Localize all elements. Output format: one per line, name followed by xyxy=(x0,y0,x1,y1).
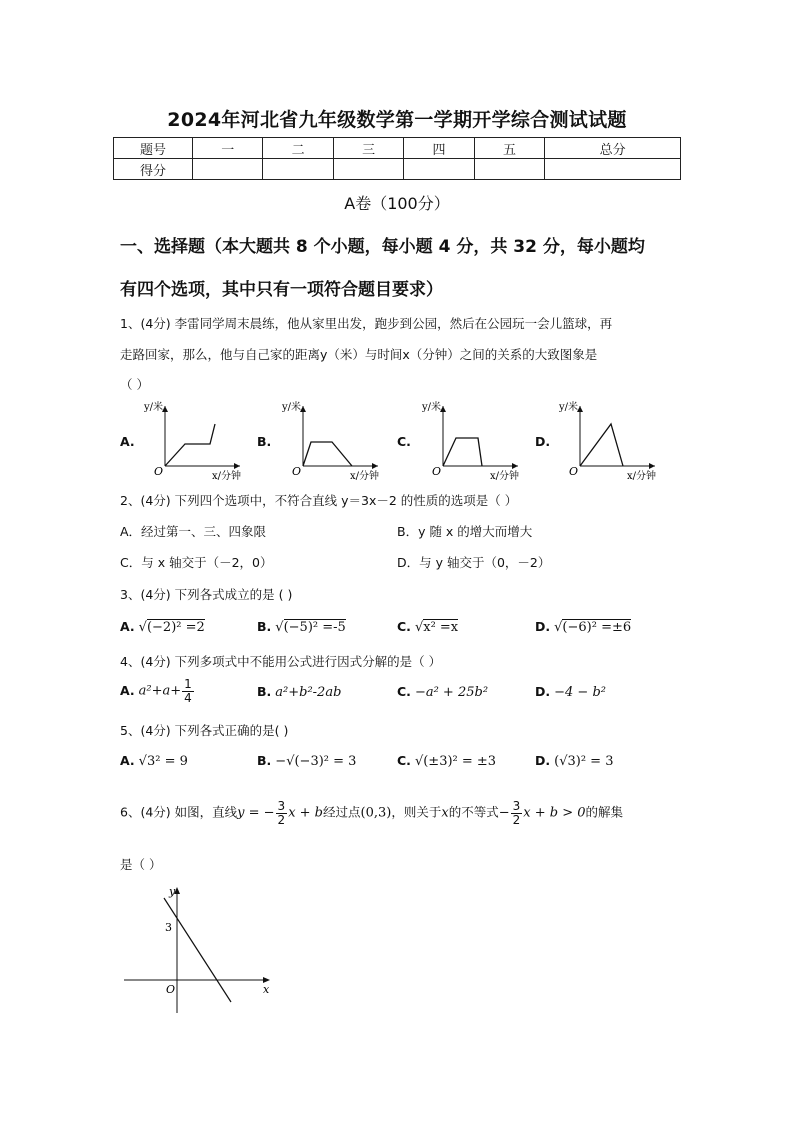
y-axis-label: y/米 xyxy=(282,402,302,413)
fraction-numerator: 1 xyxy=(184,677,192,691)
x-axis-arrow xyxy=(512,463,518,469)
x-axis-arrow xyxy=(649,463,655,469)
q6-stem-c: ，则关于 xyxy=(391,804,442,820)
q6-var: x xyxy=(441,805,449,821)
q4-option-b-expr: a²+b²-2ab xyxy=(275,685,342,700)
fraction xyxy=(182,678,194,704)
q1-option-a-label: A. xyxy=(120,434,135,449)
fraction-numerator: 3 xyxy=(512,799,521,813)
score-header-cell: 总分 xyxy=(545,138,681,159)
option-label: B. xyxy=(257,619,272,634)
q4-option-c xyxy=(397,684,488,700)
option-label: B. xyxy=(257,753,272,768)
y-axis-label: y/米 xyxy=(144,402,164,413)
score-header-cell: 四 xyxy=(404,138,474,159)
fraction xyxy=(511,800,523,826)
q3-option-c xyxy=(397,619,458,635)
y-axis-label: y/米 xyxy=(559,402,579,413)
option-label: C. xyxy=(397,753,411,768)
q2-option-b: B．y 随 x 的增大而增大 xyxy=(397,524,533,539)
q6-point: (0,3) xyxy=(360,805,392,821)
sqrt-sign-icon: √ xyxy=(138,620,147,635)
q6-equation-pre: y = − xyxy=(237,805,275,821)
fraction-denominator: 2 xyxy=(512,812,521,827)
q6-stem-line2: 是（ ） xyxy=(120,857,162,872)
fraction-denominator: 4 xyxy=(184,690,192,705)
option-label: D. xyxy=(535,753,551,768)
score-header-cell: 题号 xyxy=(114,138,193,159)
x-axis-label: x/分钟 xyxy=(350,471,380,482)
q2-option-c: C．与 x 轴交于（－2，0） xyxy=(120,555,273,570)
q1-option-d-label: D. xyxy=(535,434,551,449)
minus-sign: − xyxy=(275,754,287,769)
q3-option-a-expr: (−2)² =2 xyxy=(146,620,205,635)
exam-title: 2024年河北省九年级数学第一学期开学综合测试试题 xyxy=(167,109,627,131)
q2-option-a: A．经过第一、三、四象限 xyxy=(120,524,267,539)
score-header-cell: 三 xyxy=(333,138,403,159)
score-cell xyxy=(545,159,681,180)
y-axis-label: y xyxy=(169,885,176,898)
origin-label: O xyxy=(569,465,579,478)
q6-inequality-pre: − xyxy=(498,805,510,821)
q1-option-b-label: B. xyxy=(257,434,272,449)
x-axis-arrow xyxy=(372,463,378,469)
sqrt-sign-icon: √ xyxy=(286,754,295,769)
origin-label: O xyxy=(154,465,164,478)
option-label: D. xyxy=(535,619,551,634)
q1-stem-line3: （ ） xyxy=(120,377,149,392)
q6-stem-d: 的不等式 xyxy=(448,804,499,820)
q5-option-c-expr: (±3)² = ±3 xyxy=(423,754,497,769)
q5-option-d xyxy=(535,753,613,769)
option-label: A. xyxy=(120,753,135,768)
q2-stem: 2、(4分) 下列四个选项中，不符合直线 y＝3x－2 的性质的选项是（ ） xyxy=(120,493,518,508)
q5-option-b xyxy=(257,753,356,769)
fraction-denominator: 2 xyxy=(277,812,286,827)
q5-option-c xyxy=(397,753,496,769)
q1-graph-b xyxy=(278,398,383,482)
x-axis-label: x xyxy=(263,983,270,996)
q6-stem-e: 的解集 xyxy=(585,804,624,820)
section-heading-line2: 有四个选项，其中只有一项符合题目要求） xyxy=(120,280,443,300)
x-axis-label: x/分钟 xyxy=(490,471,520,482)
y-intercept-label: 3 xyxy=(165,921,172,934)
graph-line xyxy=(443,438,482,466)
fraction xyxy=(276,800,288,826)
score-cell xyxy=(193,159,263,180)
score-cell xyxy=(474,159,544,180)
q1-graph-a xyxy=(140,398,245,482)
x-axis-label: x/分钟 xyxy=(212,471,242,482)
score-table xyxy=(113,137,681,180)
q3-option-c-expr: x² =x xyxy=(423,620,459,635)
x-axis-arrow xyxy=(234,463,240,469)
section-heading-line1: 一、选择题（本大题共 8 个小题，每小题 4 分，共 32 分，每小题均 xyxy=(120,237,645,257)
part-title: A卷（100分） xyxy=(344,194,450,213)
q6-stem xyxy=(120,800,623,826)
origin-label: O xyxy=(432,465,442,478)
q4-option-b xyxy=(257,684,341,700)
score-table-score-row xyxy=(114,159,681,180)
q3-option-d-expr: (−6)² =±6 xyxy=(562,620,632,635)
q3-option-b-expr: (−5)² =-5 xyxy=(283,620,346,635)
score-header-cell: 五 xyxy=(474,138,544,159)
q6-stem-a: 6、(4分) 如图，直线 xyxy=(120,804,238,820)
origin-label: O xyxy=(166,983,176,996)
q4-option-c-expr: −a² + 25b² xyxy=(414,685,489,700)
graph-line xyxy=(303,442,352,466)
q5-option-d-expr: (√3)² = 3 xyxy=(554,754,614,769)
option-label: D. xyxy=(535,684,551,699)
q3-option-b xyxy=(257,619,346,635)
score-cell xyxy=(333,159,403,180)
sqrt-sign-icon: √ xyxy=(554,620,563,635)
q1-option-c-label: C. xyxy=(397,434,411,449)
q5-option-b-expr: (−3)² = 3 xyxy=(294,754,357,769)
score-cell xyxy=(263,159,333,180)
q1-graph-c xyxy=(418,398,523,482)
origin-label: O xyxy=(292,465,302,478)
q2-option-d: D．与 y 轴交于（0，－2） xyxy=(397,555,551,570)
option-label: C. xyxy=(397,684,411,699)
sqrt-sign-icon: √ xyxy=(414,620,424,635)
score-cell xyxy=(404,159,474,180)
score-header-cell: 一 xyxy=(193,138,263,159)
sqrt-sign-icon: √ xyxy=(275,620,284,635)
q4-option-a-expr: a²+a+ xyxy=(138,683,182,699)
score-header-cell: 二 xyxy=(263,138,333,159)
q4-option-a xyxy=(120,678,195,704)
sqrt-sign-icon: √ xyxy=(138,754,147,769)
sqrt-sign-icon: √ xyxy=(414,754,424,769)
q4-stem: 4、(4分) 下列多项式中不能用公式进行因式分解的是（ ） xyxy=(120,654,442,669)
x-axis-label: x/分钟 xyxy=(627,471,657,482)
q6-stem-b: 经过点 xyxy=(323,804,361,820)
graph-line xyxy=(580,424,623,466)
option-label: C. xyxy=(397,619,411,634)
fraction-numerator: 3 xyxy=(277,799,286,813)
q1-stem-line1: 1、(4分) 李雷同学周末晨练，他从家里出发，跑步到公园，然后在公园玩一会儿篮球，再 xyxy=(120,316,613,331)
q3-stem: 3、(4分) 下列各式成立的是 ( ) xyxy=(120,587,293,602)
q1-graph-d xyxy=(555,398,660,482)
q4-option-d xyxy=(535,684,606,700)
q4-option-d-expr: −4 − b² xyxy=(554,685,606,700)
q1-stem-line2: 走路回家，那么，他与自己家的距离y（米）与时间x（分钟）之间的关系的大致图象是 xyxy=(120,347,598,362)
q6-equation-post: x + b xyxy=(288,805,323,821)
option-label: A. xyxy=(120,682,135,698)
score-table-header-row xyxy=(114,138,681,159)
option-label: B. xyxy=(257,684,272,699)
q6-inequality-post: x + b > 0 xyxy=(523,805,586,821)
graph-line xyxy=(165,424,215,466)
q3-option-d xyxy=(535,619,631,635)
q6-graph xyxy=(120,885,280,1020)
y-axis-label: y/米 xyxy=(422,402,442,413)
q5-option-a-expr: 3² = 9 xyxy=(146,754,188,769)
q5-stem: 5、(4分) 下列各式正确的是( ) xyxy=(120,723,289,738)
q5-option-a xyxy=(120,753,188,769)
option-label: A. xyxy=(120,619,135,634)
score-row-label: 得分 xyxy=(114,159,193,180)
q3-option-a xyxy=(120,619,205,635)
